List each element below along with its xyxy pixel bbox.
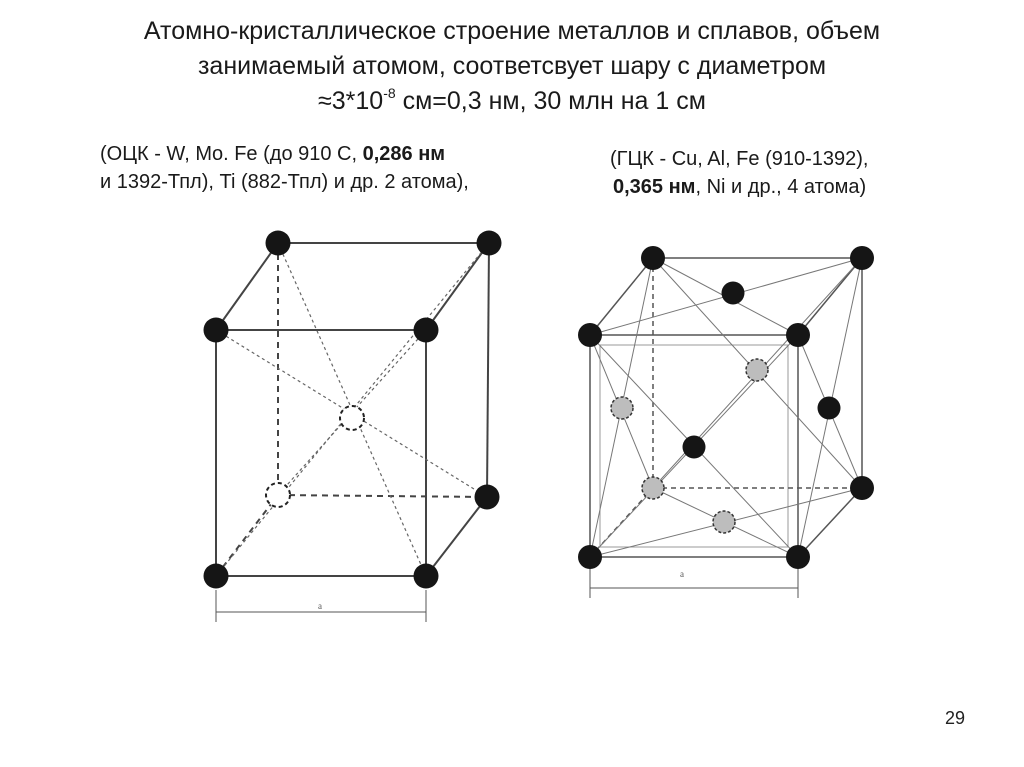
fcc-hidden-face-center-atom [713, 511, 735, 533]
fcc-dimension [590, 566, 798, 598]
fcc-edge [590, 258, 653, 335]
fcc-hidden-face-center-atom [611, 397, 633, 419]
fcc-caption-line-1: (ГЦК - Cu, Al, Fe (910-1392), [610, 148, 869, 170]
fcc-edge [798, 258, 862, 335]
fcc-lattice-parameter: 0,365 нм [613, 176, 696, 198]
fcc-hidden-face-center-atom [746, 359, 768, 381]
bcc-lattice-parameter: 0,286 нм [362, 143, 446, 165]
fcc-hidden-corner-atom [642, 477, 664, 499]
fcc-corner-atom [850, 476, 874, 500]
fcc-caption-text: , Ni и др., 4 атома) [695, 176, 867, 198]
bcc-caption-text: (ОЦК - W, Mo. Fe (до 910 С, [100, 143, 363, 165]
title-line-3-suffix: см=0,3 нм, 30 млн на 1 см [395, 87, 706, 115]
bcc-caption-line-2: и 1392-Тпл), Ti (882-Тпл) и др. 2 атома), [100, 171, 469, 193]
fcc-corner-atom [786, 323, 810, 347]
fcc-corner-atom [786, 545, 810, 569]
fcc-face-center-atom [683, 436, 706, 459]
bcc-dimension-label: a [318, 601, 322, 611]
fcc-corner-atom [641, 246, 665, 270]
fcc-corner-atom [578, 323, 602, 347]
fcc-corner-atom [578, 545, 602, 569]
fcc-face-center-atom [818, 397, 841, 420]
fcc-edge [798, 488, 862, 557]
fcc-face-center-atom [722, 282, 745, 305]
title-line-1: Атомно-кристаллическое строение металлов и сплавов, объем [143, 17, 881, 45]
fcc-dimension-label: a [680, 569, 684, 579]
fcc-corner-atom [850, 246, 874, 270]
title-exponent: -8 [383, 84, 396, 101]
title-line-3-prefix: ≈3*10 [318, 87, 384, 115]
title-line-2: занимаемый атомом, соответсвует шару с диаметром [197, 52, 827, 80]
page-number: 29 [944, 708, 966, 728]
